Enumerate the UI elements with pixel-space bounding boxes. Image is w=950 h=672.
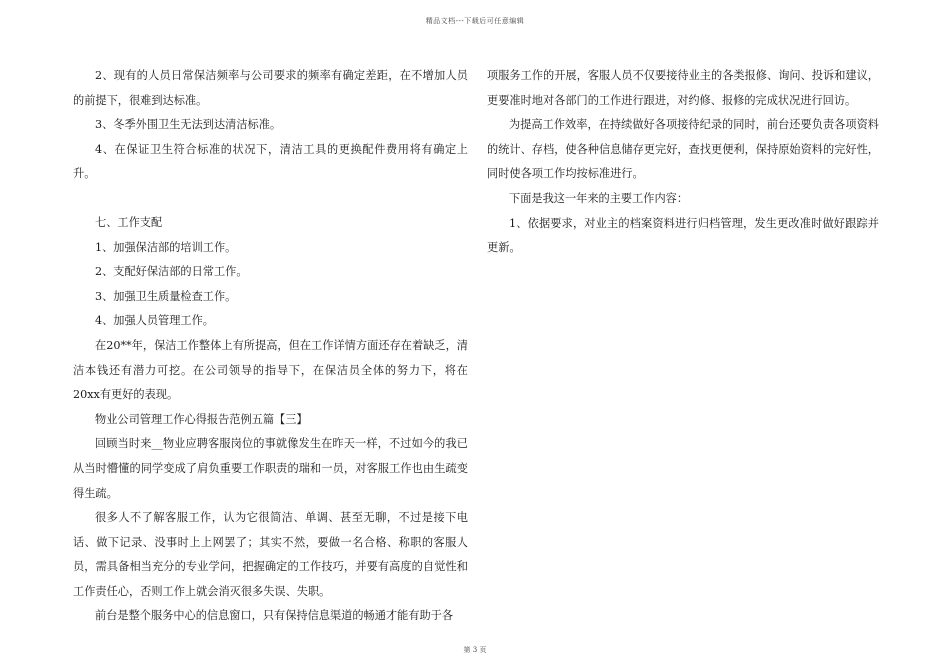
paragraph: 很多人不了解客服工作，认为它很简洁、单调、甚至无聊，不过是接下电话、做下记录、没事时上上网罢了；其实不然，要做一名合格、称职的客服人员，需具备相当充分的专业学问，把握确定的工作技巧，并要有高度的自觉性和工作责任心，否则工作上就会消灭很多失误、失职。 bbox=[73, 511, 468, 598]
page-number: 第 3 页 bbox=[463, 646, 487, 654]
paragraph: 回顾当时来__物业应聘客服岗位的事就像发生在昨天一样，不过如今的我已从当时懵懂的同学变成了肩负重要工作职责的瑞和一员，对客服工作也由生疏变得生疏。 bbox=[73, 437, 468, 500]
paragraph: 2、现有的人员日常保洁频率与公司要求的频率有确定差距，在不增加人员的前提下，很难到达标准。 bbox=[73, 69, 468, 107]
list-item: 3、加强卫生质量检查工作。 bbox=[95, 289, 237, 303]
paragraph-spacer bbox=[73, 187, 468, 211]
list-item: 1、加强保洁部的培训工作。 bbox=[95, 240, 237, 254]
paragraph: 为提高工作效率，在持续做好各项接待纪录的同时，前台还要负责各项资料的统计、存档，使各种信息储存更完好，查找更便利，保持原始资料的完好性，同时使各项工作均按标准进行。 bbox=[487, 118, 879, 181]
left-column bbox=[73, 64, 468, 629]
paragraph: 4、在保证卫生符合标准的状况下，清洁工具的更换配件费用将有确定上升。 bbox=[73, 142, 468, 181]
right-column bbox=[487, 64, 879, 261]
list-item: 4、加强人员管理工作。 bbox=[95, 314, 214, 328]
paragraph: 3、冬季外围卫生无法到达清洁标准。 bbox=[95, 118, 282, 132]
paragraph: 前台是整个服务中心的信息窗口，只有保持信息渠道的畅通才能有助于各 bbox=[95, 609, 454, 623]
list-item: 2、支配好保洁部的日常工作。 bbox=[95, 265, 248, 279]
section-heading: 七、工作支配 bbox=[95, 215, 163, 229]
paragraph: 1、依据要求，对业主的档案资料进行归档管理，发生更改准时做好跟踪并更新。 bbox=[487, 216, 879, 255]
article-title: 物业公司管理工作心得报告范例五篇【三】 bbox=[95, 412, 308, 426]
paragraph: 在20**年，保洁工作整体上有所提高，但在工作详情方面还存在着缺乏，清洁本钱还有潜力可挖。在公司领导的指导下，在保洁员全体的努力下，将在20xx有更好的表现。 bbox=[73, 338, 468, 402]
page-header: 精品文档---下载后可任意编辑 bbox=[425, 17, 525, 25]
paragraph: 下面是我这一年来的主要工作内容： bbox=[509, 191, 689, 205]
paragraph: 项服务工作的开展，客服人员不仅要接待业主的各类报修、询问、投诉和建议，更要准时地对各部门的工作进行跟进，对约修、报修的完成状况进行回访。 bbox=[487, 69, 879, 107]
